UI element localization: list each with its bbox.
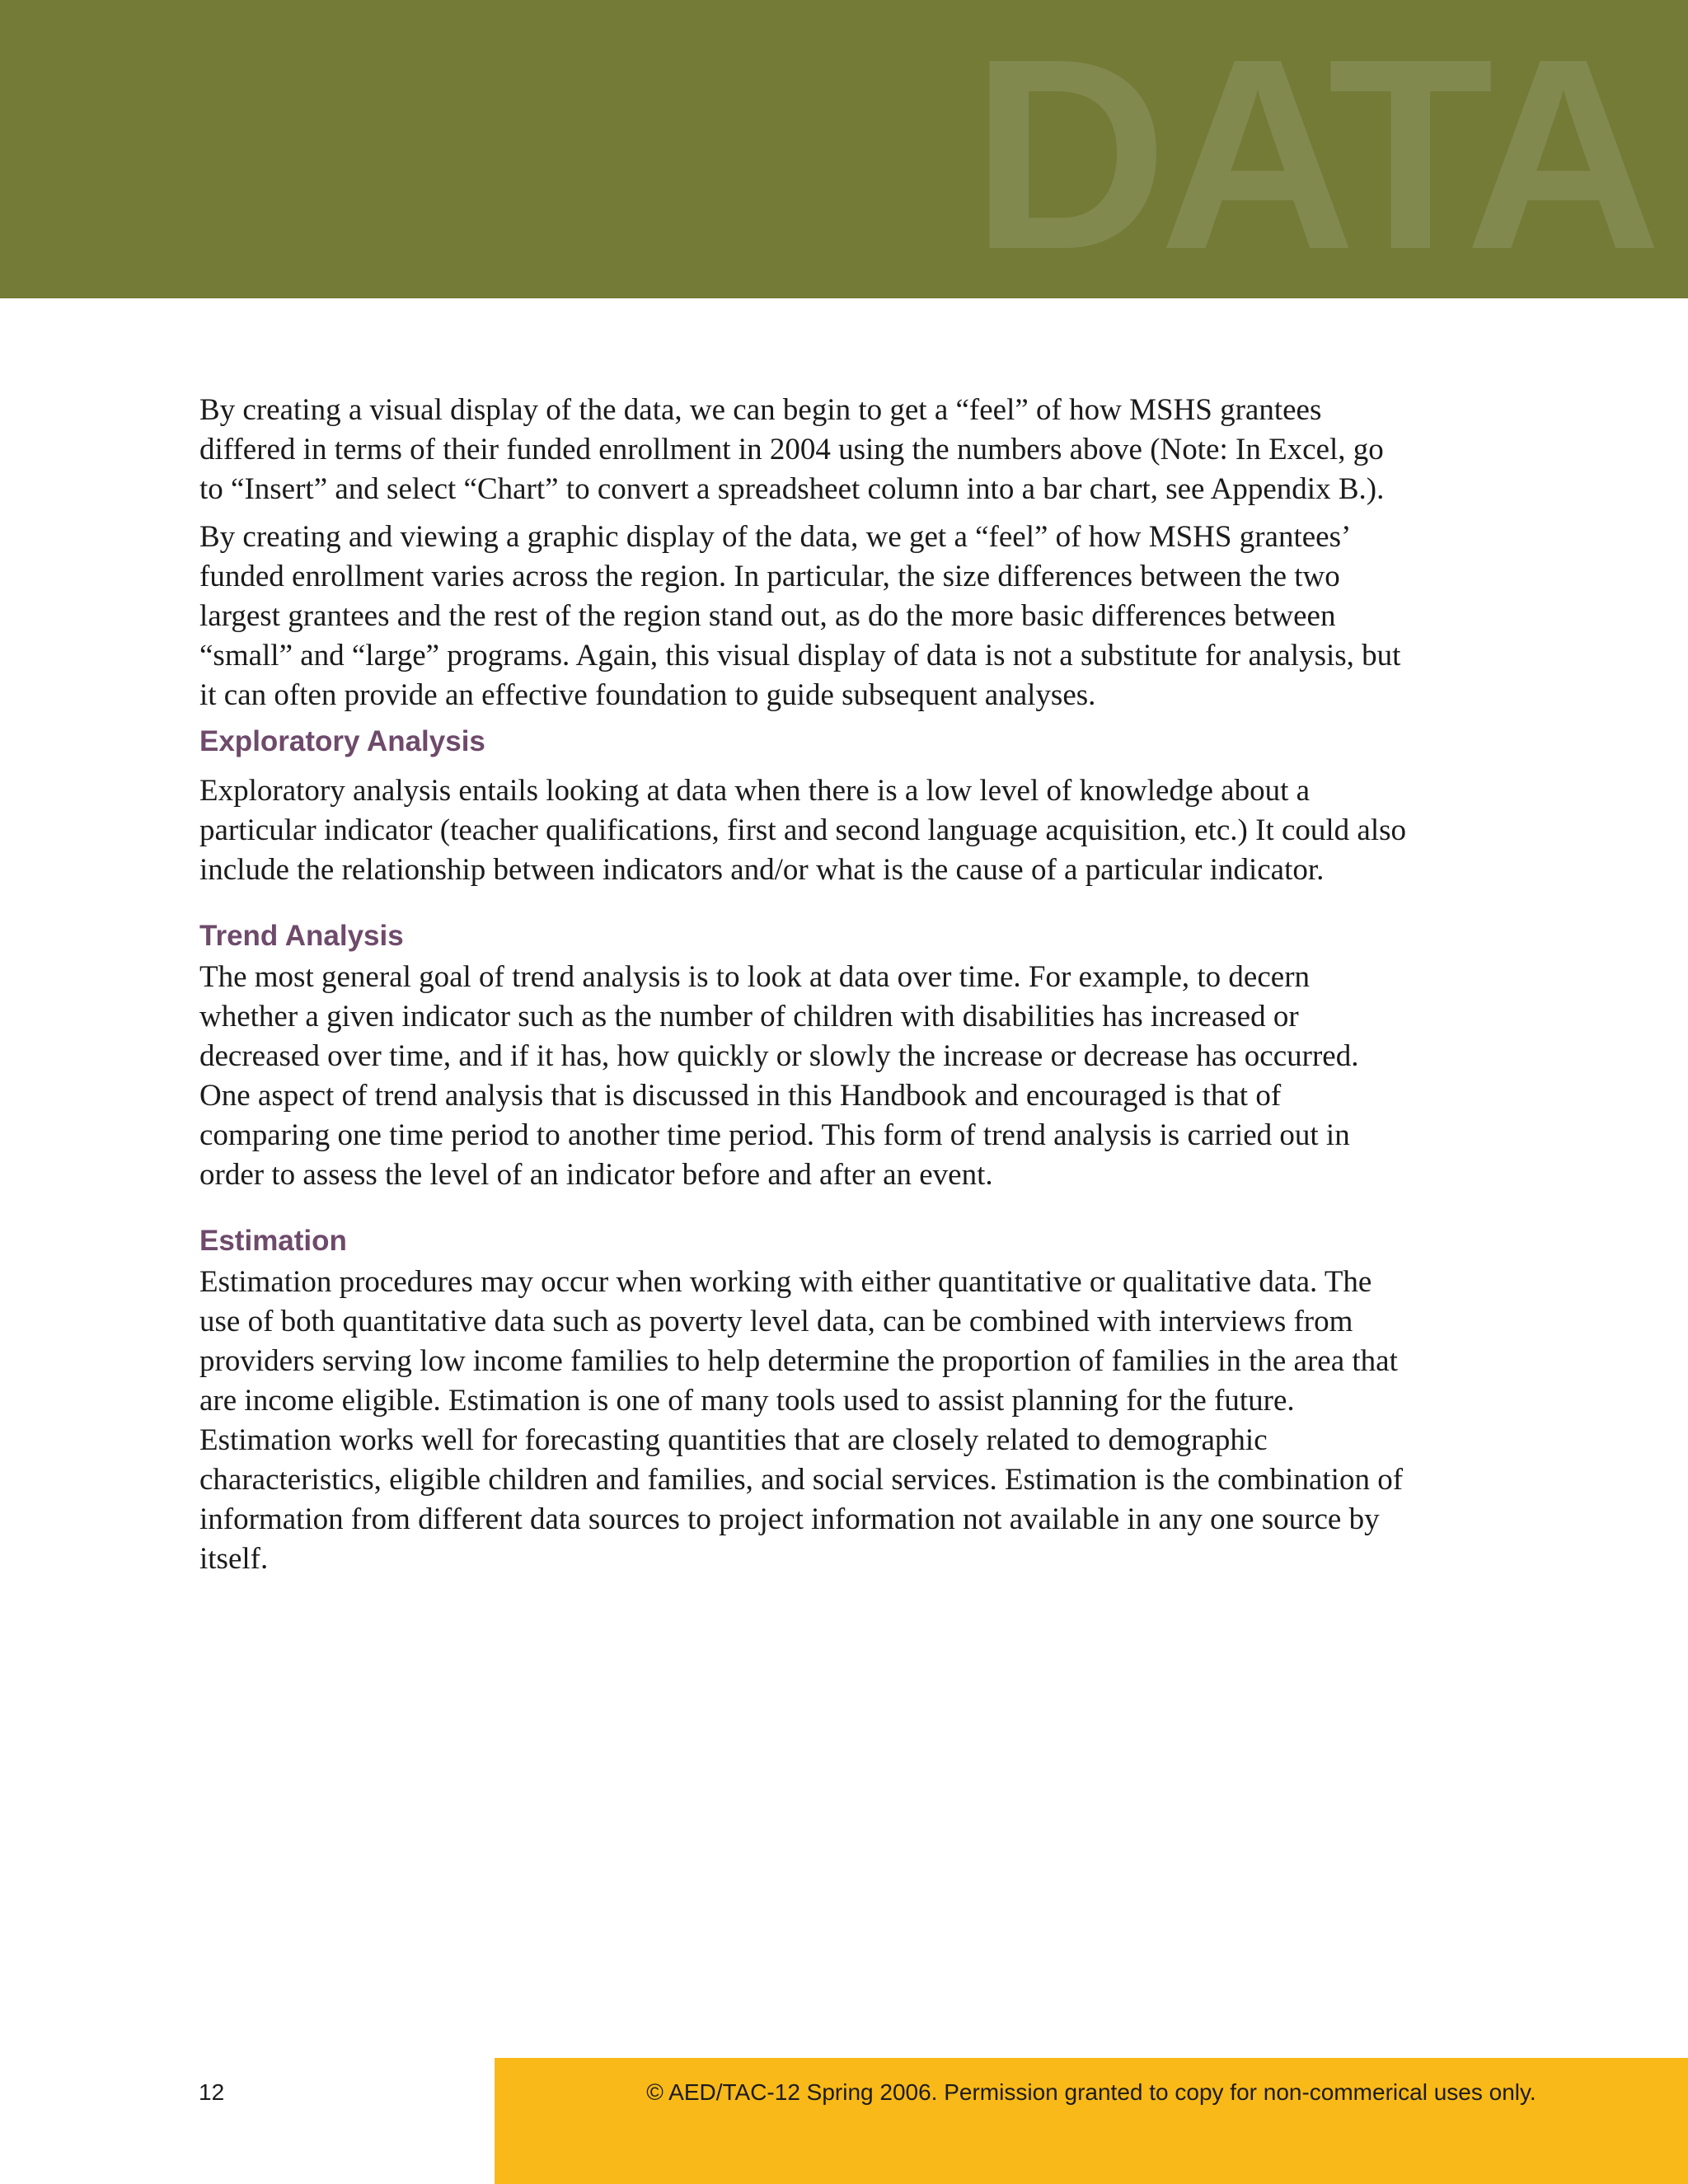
footer-band — [495, 2058, 1688, 2184]
trend-paragraph: The most general goal of trend analysis is to look at data over time. For example, to decern whether a given indicator such as the number of children with disabilities has increased or decreased over time, and if it has, how quickly or slowly the increase or decrease has occurred. One aspect of trend analysis that is discussed in this Handbook and encouraged is that of comparing one time period to another time period. This form of trend analysis is carried out in order to assess the level of an indicator before and after an event. — [199, 960, 1359, 1192]
copyright-notice: © AED/TAC-12 Spring 2006. Permission granted to copy for non-commerical uses only. — [646, 2079, 1536, 2105]
section-heading-exploratory: Exploratory Analysis — [199, 725, 485, 757]
header-band — [0, 0, 1688, 298]
page-content — [199, 391, 1411, 1579]
intro-paragraph-1: By creating a visual display of the data, we can begin to get a “feel” of how MSHS grantees differed in terms of their funded enrollment in 2004 using the numbers above (Note: In Excel, go to “Insert” and select “Chart” to convert a spreadsheet column into a bar chart, see Appendix B.). — [199, 393, 1385, 506]
intro-paragraph-2: By creating and viewing a graphic display of the data, we get a “feel” of how MSHS grantees’ funded enrollment varies across the region. In particular, the size differences between the two largest grantees and the rest of the region stand out, as do the more basic differences between “small” and “large” programs. Again, this visual display of data is not a substitute for analysis, but it can often provide an effective foundation to guide subsequent analyses. — [199, 520, 1401, 712]
estimation-paragraph: Estimation procedures may occur when working with either quantitative or qualitative data. The use of both quantitative data such as poverty level data, can be combined with interviews from providers serving low income families to help determine the proportion of families in the area that are income eligible. Estimation is one of many tools used to assist planning for the future. Estimation works well for forecasting quantities that are closely related to demographic characteristics, eligible children and families, and social services. Estimation is the combination of information from different data sources to project information not available in any one source by itself. — [199, 1265, 1404, 1576]
section-heading-trend: Trend Analysis — [199, 920, 404, 952]
exploratory-paragraph: Exploratory analysis entails looking at data when there is a low level of knowledge about a particular indicator (teacher qualifications, first and second language acquisition, etc.) It could also include the relationship between indicators and/or what is the cause of a particular indicator. — [199, 774, 1407, 887]
section-heading-estimation: Estimation — [199, 1225, 347, 1257]
header-watermark: DATA — [971, 2, 1653, 298]
page-number: 12 — [199, 2079, 225, 2105]
